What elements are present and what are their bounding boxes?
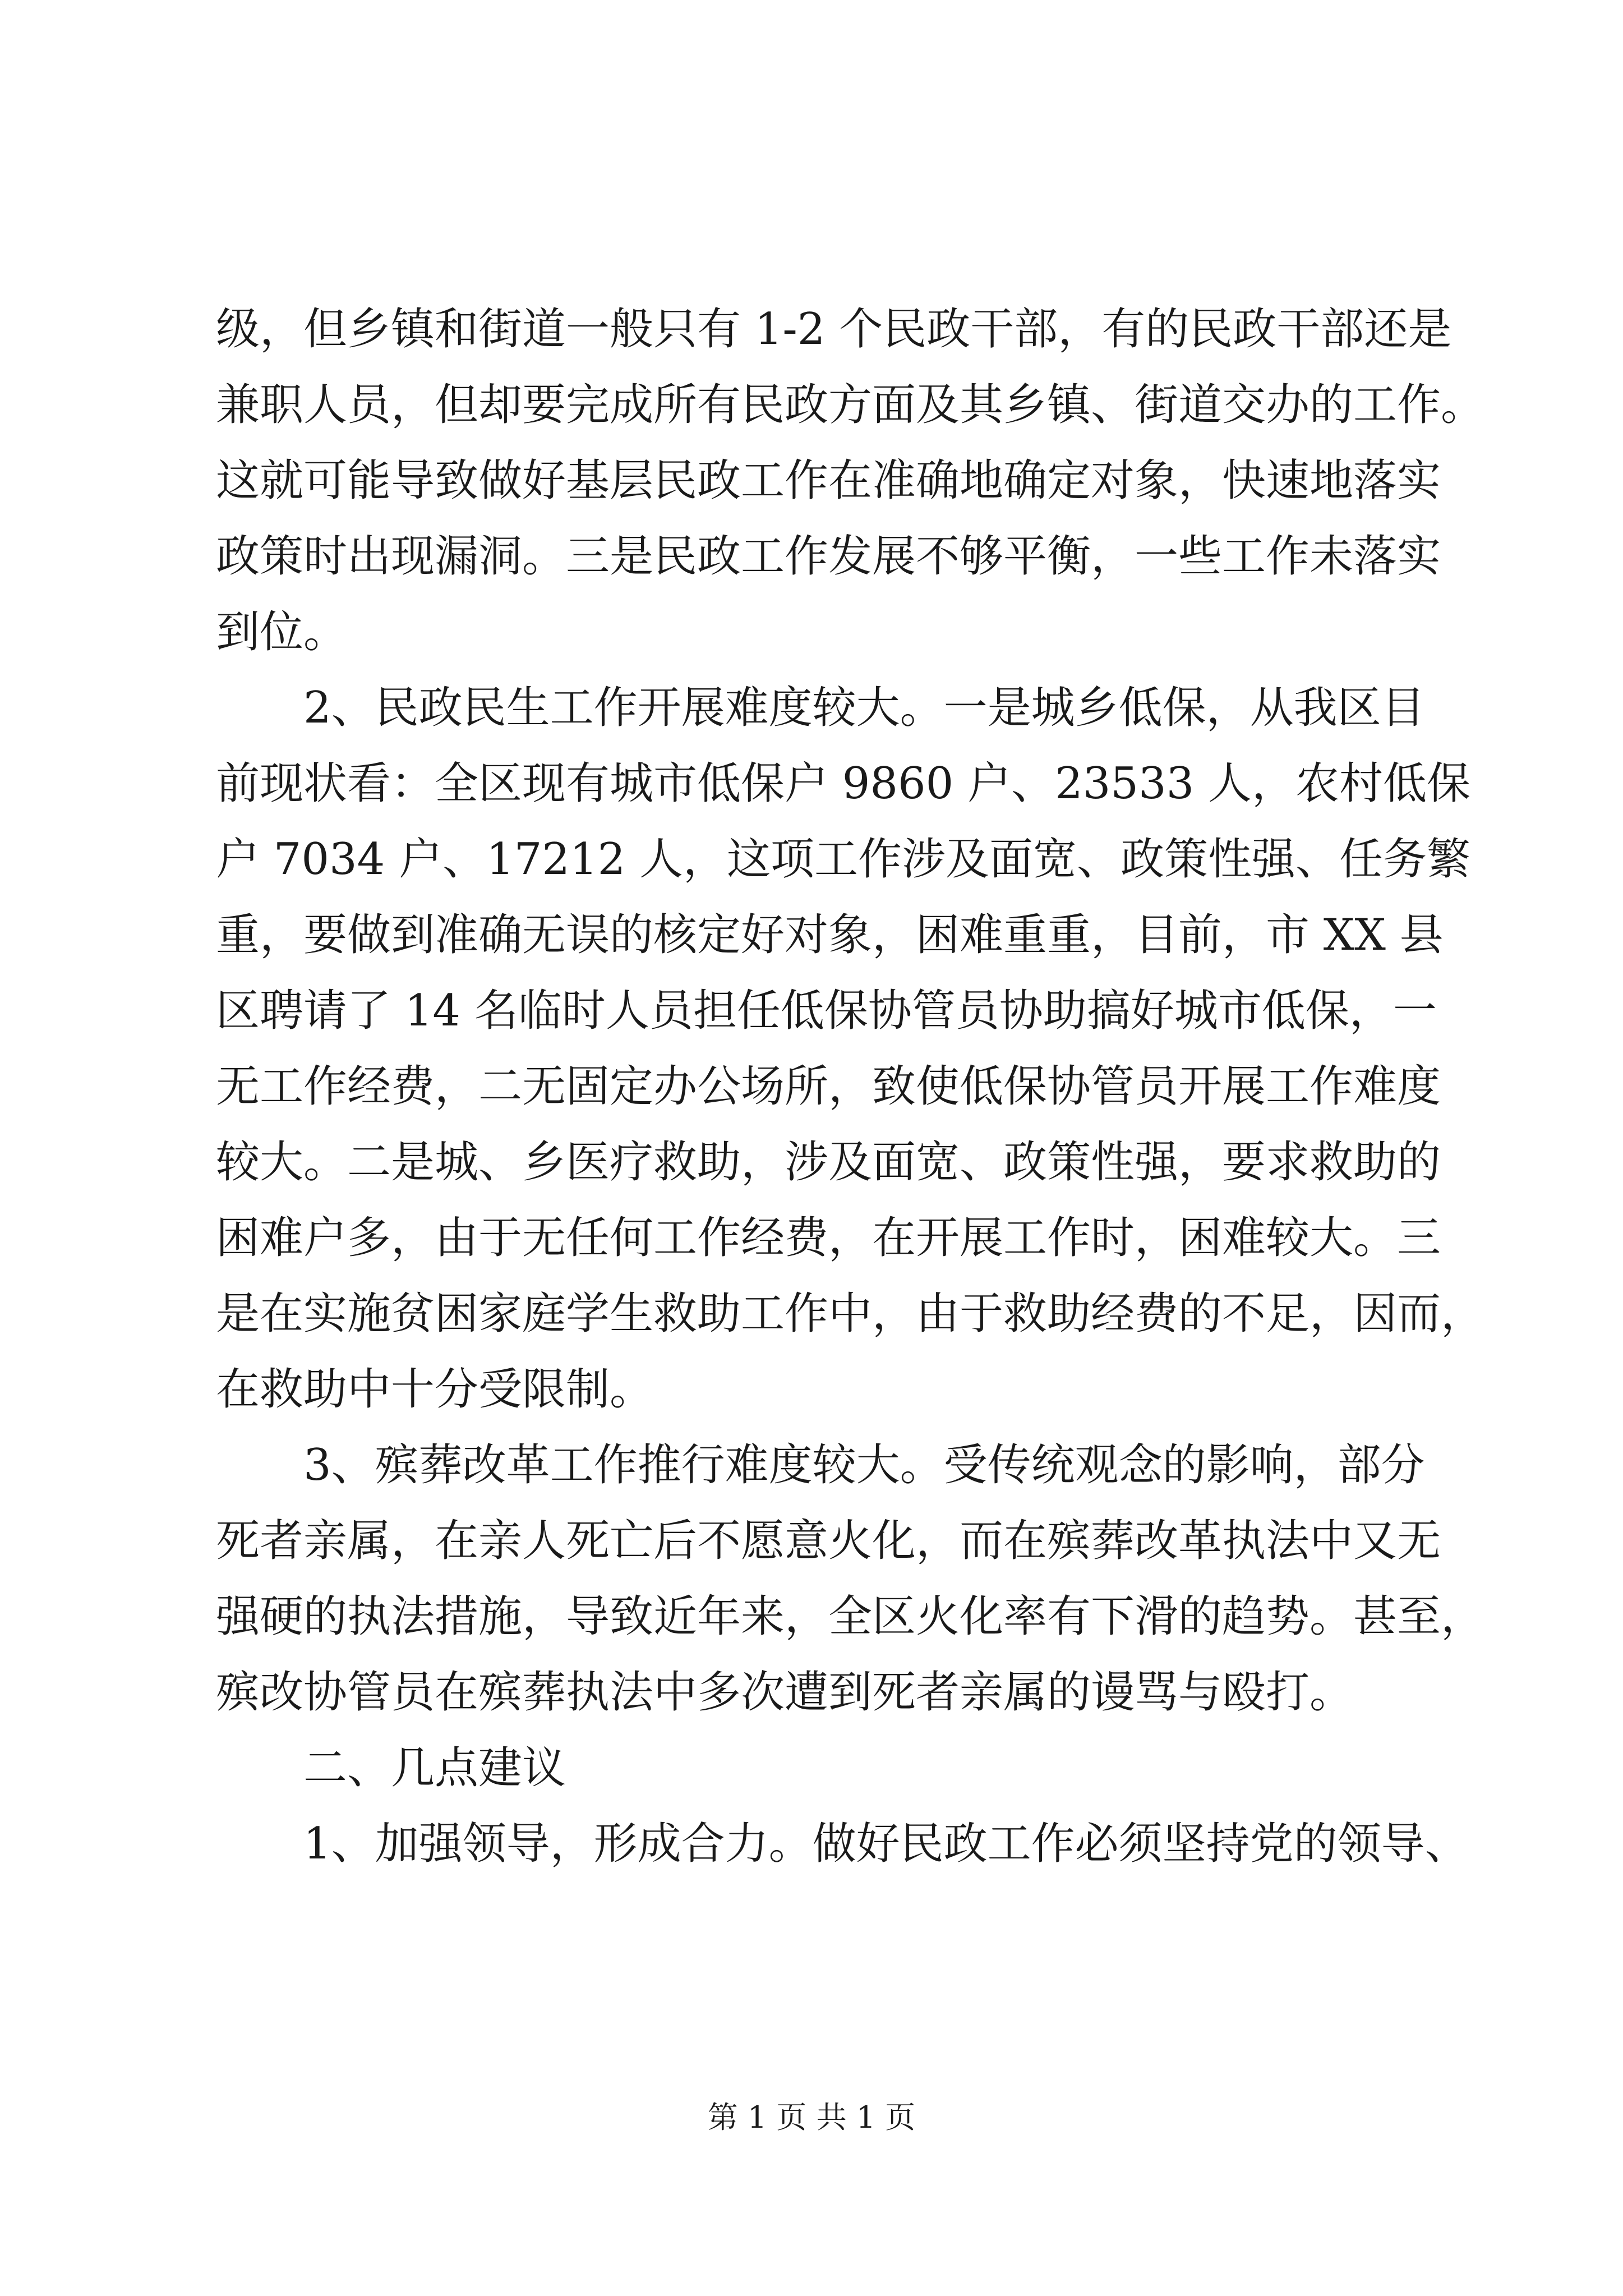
paragraph-start-line: 3、殡葬改革工作推行难度较大。受传统观念的影响，部分	[303, 1440, 1425, 1490]
text-line: 政策时出现漏洞。三是民政工作发展不够平衡，一些工作未落实	[216, 531, 1441, 582]
text-line: 区聘请了 14 名临时人员担任低保协管员协助搞好城市低保，一	[216, 986, 1437, 1036]
text-line: 到位。	[216, 607, 348, 657]
text-line: 是在实施贫困家庭学生救助工作中，由于救助经费的不足，因而，	[216, 1289, 1485, 1339]
text-line: 前现状看：全区现有城市低保户 9860 户、23533 人，农村低保	[216, 758, 1471, 809]
text-line: 这就可能导致做好基层民政工作在准确地确定对象，快速地落实	[216, 455, 1441, 506]
text-line: 殡改协管员在殡葬执法中多次遭到死者亲属的谩骂与殴打。	[216, 1667, 1354, 1718]
text-line: 死者亲属，在亲人死亡后不愿意火化，而在殡葬改革执法中又无	[216, 1516, 1441, 1566]
text-line: 较大。二是城、乡医疗救助，涉及面宽、政策性强，要求救助的	[216, 1137, 1441, 1188]
section-heading: 二、几点建议	[303, 1743, 566, 1793]
text-line: 困难户多，由于无任何工作经费，在开展工作时，困难较大。三	[216, 1213, 1441, 1263]
text-line: 强硬的执法措施，导致近年来，全区火化率有下滑的趋势。甚至，	[216, 1591, 1485, 1642]
text-line: 在救助中十分受限制。	[216, 1364, 654, 1415]
page-footer: 第 1 页 共 1 页	[707, 2100, 916, 2135]
text-line: 重，要做到准确无误的核定好对象，困难重重，目前，市 XX 县	[216, 910, 1444, 960]
text-line: 无工作经费，二无固定办公场所，致使低保协管员开展工作难度	[216, 1061, 1441, 1112]
text-line: 级，但乡镇和街道一般只有 1-2 个民政干部，有的民政干部还是	[216, 304, 1452, 355]
paragraph-start-line: 1、加强领导，形成合力。做好民政工作必须坚持党的领导、	[303, 1819, 1469, 1869]
paragraph-start-line: 2、民政民生工作开展难度较大。一是城乡低保，从我区目	[303, 683, 1425, 733]
text-line: 户 7034 户、17212 人，这项工作涉及面宽、政策性强、任务繁	[216, 834, 1471, 885]
text-line: 兼职人员，但却要完成所有民政方面及其乡镇、街道交办的工作。	[216, 380, 1485, 430]
document-body	[216, 292, 1485, 1882]
